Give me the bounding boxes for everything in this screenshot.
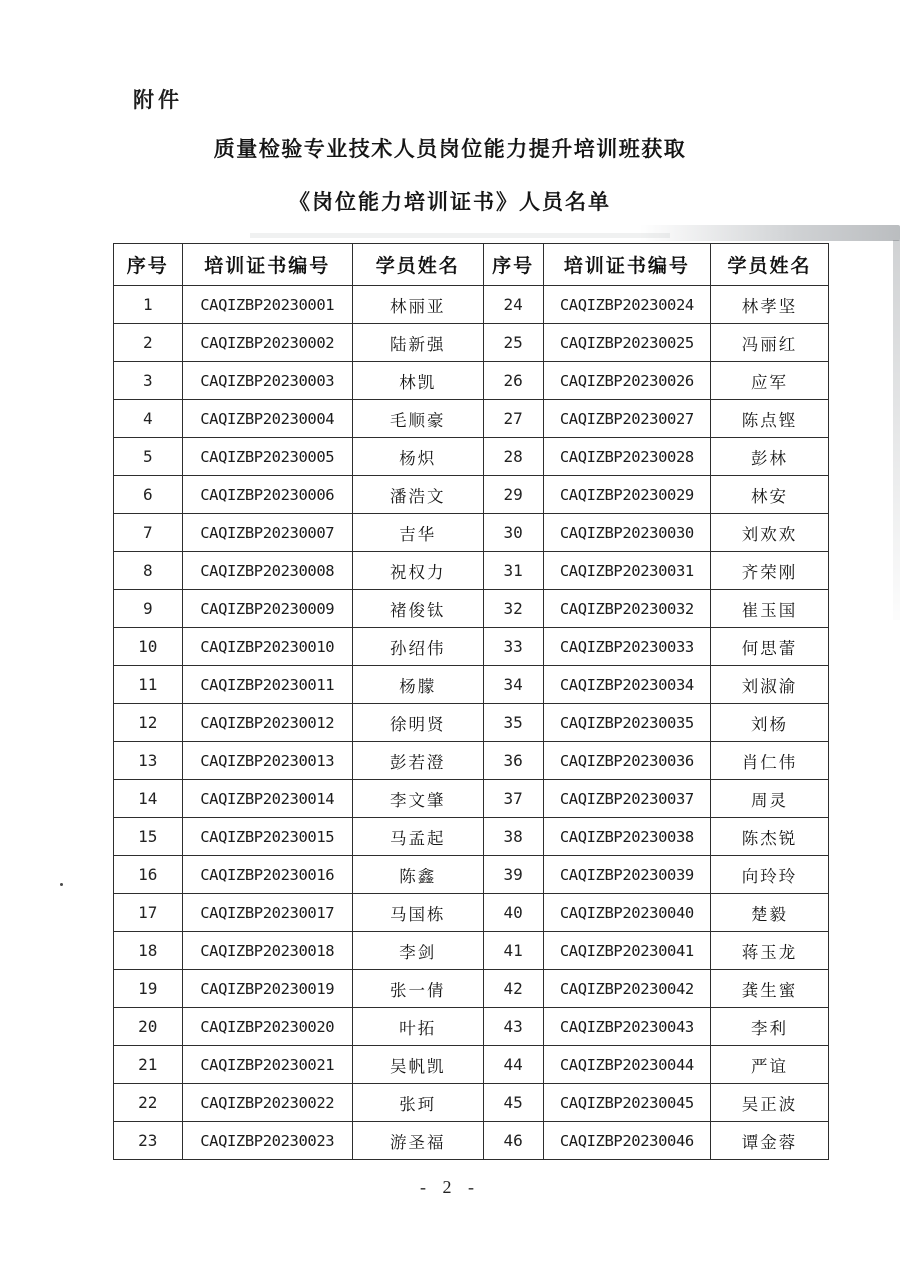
serial-cell: 19 <box>114 970 183 1008</box>
table-row <box>114 514 829 552</box>
scan-dot-artifact <box>60 883 63 886</box>
name-cell: 游圣福 <box>352 1122 483 1160</box>
certificate-cell: CAQIZBP20230021 <box>182 1046 352 1084</box>
serial-cell: 8 <box>114 552 183 590</box>
serial-cell: 29 <box>483 476 543 514</box>
serial-cell: 42 <box>483 970 543 1008</box>
certificate-cell: CAQIZBP20230016 <box>182 856 352 894</box>
document-title-line2: 《岗位能力培训证书》人员名单 <box>289 190 611 214</box>
certificate-cell: CAQIZBP20230046 <box>543 1122 710 1160</box>
certificate-cell: CAQIZBP20230002 <box>182 324 352 362</box>
name-cell: 楚毅 <box>710 894 828 932</box>
serial-cell: 3 <box>114 362 183 400</box>
certificate-cell: CAQIZBP20230019 <box>182 970 352 1008</box>
serial-cell: 24 <box>483 286 543 324</box>
name-cell: 张珂 <box>352 1084 483 1122</box>
serial-cell: 38 <box>483 818 543 856</box>
header-certificate-right: 培训证书编号 <box>543 244 710 286</box>
serial-cell: 46 <box>483 1122 543 1160</box>
certificate-cell: CAQIZBP20230034 <box>543 666 710 704</box>
serial-cell: 41 <box>483 932 543 970</box>
name-cell: 陈鑫 <box>352 856 483 894</box>
header-serial-left: 序号 <box>114 244 183 286</box>
name-cell: 刘杨 <box>710 704 828 742</box>
serial-cell: 28 <box>483 438 543 476</box>
table-row <box>114 704 829 742</box>
name-cell: 崔玉国 <box>710 590 828 628</box>
name-cell: 冯丽红 <box>710 324 828 362</box>
serial-cell: 15 <box>114 818 183 856</box>
name-cell: 张一倩 <box>352 970 483 1008</box>
name-cell: 吴正波 <box>710 1084 828 1122</box>
name-cell: 毛顺豪 <box>352 400 483 438</box>
certificate-cell: CAQIZBP20230044 <box>543 1046 710 1084</box>
name-cell: 杨朦 <box>352 666 483 704</box>
name-cell: 刘淑渝 <box>710 666 828 704</box>
name-cell: 应军 <box>710 362 828 400</box>
certificate-cell: CAQIZBP20230025 <box>543 324 710 362</box>
serial-cell: 9 <box>114 590 183 628</box>
serial-cell: 14 <box>114 780 183 818</box>
certificate-cell: CAQIZBP20230027 <box>543 400 710 438</box>
serial-cell: 43 <box>483 1008 543 1046</box>
serial-cell: 27 <box>483 400 543 438</box>
certificate-cell: CAQIZBP20230040 <box>543 894 710 932</box>
table-row <box>114 932 829 970</box>
name-cell: 蒋玉龙 <box>710 932 828 970</box>
serial-cell: 4 <box>114 400 183 438</box>
certificate-cell: CAQIZBP20230022 <box>182 1084 352 1122</box>
table-row <box>114 552 829 590</box>
serial-cell: 17 <box>114 894 183 932</box>
page-number: - 2 - <box>420 1177 480 1197</box>
name-cell: 陆新强 <box>352 324 483 362</box>
name-cell: 林丽亚 <box>352 286 483 324</box>
serial-cell: 40 <box>483 894 543 932</box>
certificate-cell: CAQIZBP20230043 <box>543 1008 710 1046</box>
table-row <box>114 818 829 856</box>
table-row <box>114 400 829 438</box>
certificate-cell: CAQIZBP20230030 <box>543 514 710 552</box>
table-row <box>114 894 829 932</box>
name-cell: 徐明贤 <box>352 704 483 742</box>
name-cell: 叶拓 <box>352 1008 483 1046</box>
name-cell: 吉华 <box>352 514 483 552</box>
header-name-right: 学员姓名 <box>710 244 828 286</box>
certificate-cell: CAQIZBP20230017 <box>182 894 352 932</box>
table-header-row <box>114 244 829 286</box>
name-cell: 周灵 <box>710 780 828 818</box>
name-cell: 潘浩文 <box>352 476 483 514</box>
serial-cell: 35 <box>483 704 543 742</box>
name-cell: 齐荣刚 <box>710 552 828 590</box>
certificate-cell: CAQIZBP20230037 <box>543 780 710 818</box>
certificate-cell: CAQIZBP20230010 <box>182 628 352 666</box>
serial-cell: 33 <box>483 628 543 666</box>
name-cell: 李文肇 <box>352 780 483 818</box>
serial-cell: 11 <box>114 666 183 704</box>
name-cell: 林凯 <box>352 362 483 400</box>
certificate-cell: CAQIZBP20230033 <box>543 628 710 666</box>
name-cell: 林安 <box>710 476 828 514</box>
document-title-line1: 质量检验专业技术人员岗位能力提升培训班获取 <box>213 137 687 161</box>
serial-cell: 20 <box>114 1008 183 1046</box>
scan-smudge-top-right <box>640 225 900 241</box>
serial-cell: 10 <box>114 628 183 666</box>
name-cell: 何思蕾 <box>710 628 828 666</box>
certificate-cell: CAQIZBP20230013 <box>182 742 352 780</box>
certificate-cell: CAQIZBP20230009 <box>182 590 352 628</box>
certificate-cell: CAQIZBP20230011 <box>182 666 352 704</box>
name-cell: 严谊 <box>710 1046 828 1084</box>
table-row <box>114 742 829 780</box>
header-name-left: 学员姓名 <box>352 244 483 286</box>
serial-cell: 25 <box>483 324 543 362</box>
name-cell: 陈杰锐 <box>710 818 828 856</box>
serial-cell: 1 <box>114 286 183 324</box>
table-row <box>114 970 829 1008</box>
certificate-cell: CAQIZBP20230007 <box>182 514 352 552</box>
name-cell: 刘欢欢 <box>710 514 828 552</box>
certificate-cell: CAQIZBP20230004 <box>182 400 352 438</box>
table-row <box>114 780 829 818</box>
certificate-cell: CAQIZBP20230003 <box>182 362 352 400</box>
name-cell: 马孟起 <box>352 818 483 856</box>
name-cell: 李利 <box>710 1008 828 1046</box>
header-serial-right: 序号 <box>483 244 543 286</box>
name-cell: 陈点铿 <box>710 400 828 438</box>
name-cell: 马国栋 <box>352 894 483 932</box>
certificate-cell: CAQIZBP20230029 <box>543 476 710 514</box>
table-body <box>114 286 829 1160</box>
serial-cell: 34 <box>483 666 543 704</box>
name-cell: 谭金蓉 <box>710 1122 828 1160</box>
serial-cell: 30 <box>483 514 543 552</box>
name-cell: 龚生蜜 <box>710 970 828 1008</box>
table-row <box>114 666 829 704</box>
serial-cell: 16 <box>114 856 183 894</box>
serial-cell: 21 <box>114 1046 183 1084</box>
table-row <box>114 324 829 362</box>
serial-cell: 12 <box>114 704 183 742</box>
certificate-cell: CAQIZBP20230031 <box>543 552 710 590</box>
certificate-cell: CAQIZBP20230026 <box>543 362 710 400</box>
table-row <box>114 362 829 400</box>
table-row <box>114 1122 829 1160</box>
table-row <box>114 590 829 628</box>
certificate-cell: CAQIZBP20230036 <box>543 742 710 780</box>
serial-cell: 6 <box>114 476 183 514</box>
serial-cell: 26 <box>483 362 543 400</box>
table-row <box>114 856 829 894</box>
scan-smudge-faint-line <box>250 233 670 238</box>
serial-cell: 23 <box>114 1122 183 1160</box>
roster-table <box>113 243 829 1160</box>
name-cell: 孙绍伟 <box>352 628 483 666</box>
certificate-cell: CAQIZBP20230028 <box>543 438 710 476</box>
certificate-cell: CAQIZBP20230041 <box>543 932 710 970</box>
serial-cell: 45 <box>483 1084 543 1122</box>
certificate-cell: CAQIZBP20230015 <box>182 818 352 856</box>
name-cell: 褚俊钛 <box>352 590 483 628</box>
serial-cell: 5 <box>114 438 183 476</box>
serial-cell: 13 <box>114 742 183 780</box>
certificate-cell: CAQIZBP20230035 <box>543 704 710 742</box>
scan-edge-shade <box>893 240 900 620</box>
certificate-cell: CAQIZBP20230006 <box>182 476 352 514</box>
certificate-cell: CAQIZBP20230042 <box>543 970 710 1008</box>
serial-cell: 31 <box>483 552 543 590</box>
table-row <box>114 1046 829 1084</box>
serial-cell: 7 <box>114 514 183 552</box>
table-row <box>114 1084 829 1122</box>
name-cell: 祝权力 <box>352 552 483 590</box>
serial-cell: 22 <box>114 1084 183 1122</box>
certificate-cell: CAQIZBP20230023 <box>182 1122 352 1160</box>
attachment-label: 附件 <box>133 88 183 112</box>
header-certificate-left: 培训证书编号 <box>182 244 352 286</box>
name-cell: 肖仁伟 <box>710 742 828 780</box>
serial-cell: 39 <box>483 856 543 894</box>
table-row <box>114 476 829 514</box>
certificate-cell: CAQIZBP20230001 <box>182 286 352 324</box>
table-row <box>114 1008 829 1046</box>
serial-cell: 18 <box>114 932 183 970</box>
certificate-cell: CAQIZBP20230008 <box>182 552 352 590</box>
certificate-cell: CAQIZBP20230020 <box>182 1008 352 1046</box>
name-cell: 彭若澄 <box>352 742 483 780</box>
certificate-cell: CAQIZBP20230038 <box>543 818 710 856</box>
name-cell: 彭林 <box>710 438 828 476</box>
certificate-cell: CAQIZBP20230012 <box>182 704 352 742</box>
serial-cell: 32 <box>483 590 543 628</box>
serial-cell: 2 <box>114 324 183 362</box>
certificate-cell: CAQIZBP20230039 <box>543 856 710 894</box>
serial-cell: 36 <box>483 742 543 780</box>
name-cell: 向玲玲 <box>710 856 828 894</box>
certificate-cell: CAQIZBP20230014 <box>182 780 352 818</box>
name-cell: 吴帆凯 <box>352 1046 483 1084</box>
certificate-cell: CAQIZBP20230018 <box>182 932 352 970</box>
table-row <box>114 286 829 324</box>
certificate-cell: CAQIZBP20230024 <box>543 286 710 324</box>
certificate-cell: CAQIZBP20230045 <box>543 1084 710 1122</box>
certificate-cell: CAQIZBP20230032 <box>543 590 710 628</box>
name-cell: 林孝坚 <box>710 286 828 324</box>
serial-cell: 44 <box>483 1046 543 1084</box>
serial-cell: 37 <box>483 780 543 818</box>
name-cell: 杨炽 <box>352 438 483 476</box>
table-row <box>114 628 829 666</box>
certificate-cell: CAQIZBP20230005 <box>182 438 352 476</box>
table-row <box>114 438 829 476</box>
name-cell: 李剑 <box>352 932 483 970</box>
